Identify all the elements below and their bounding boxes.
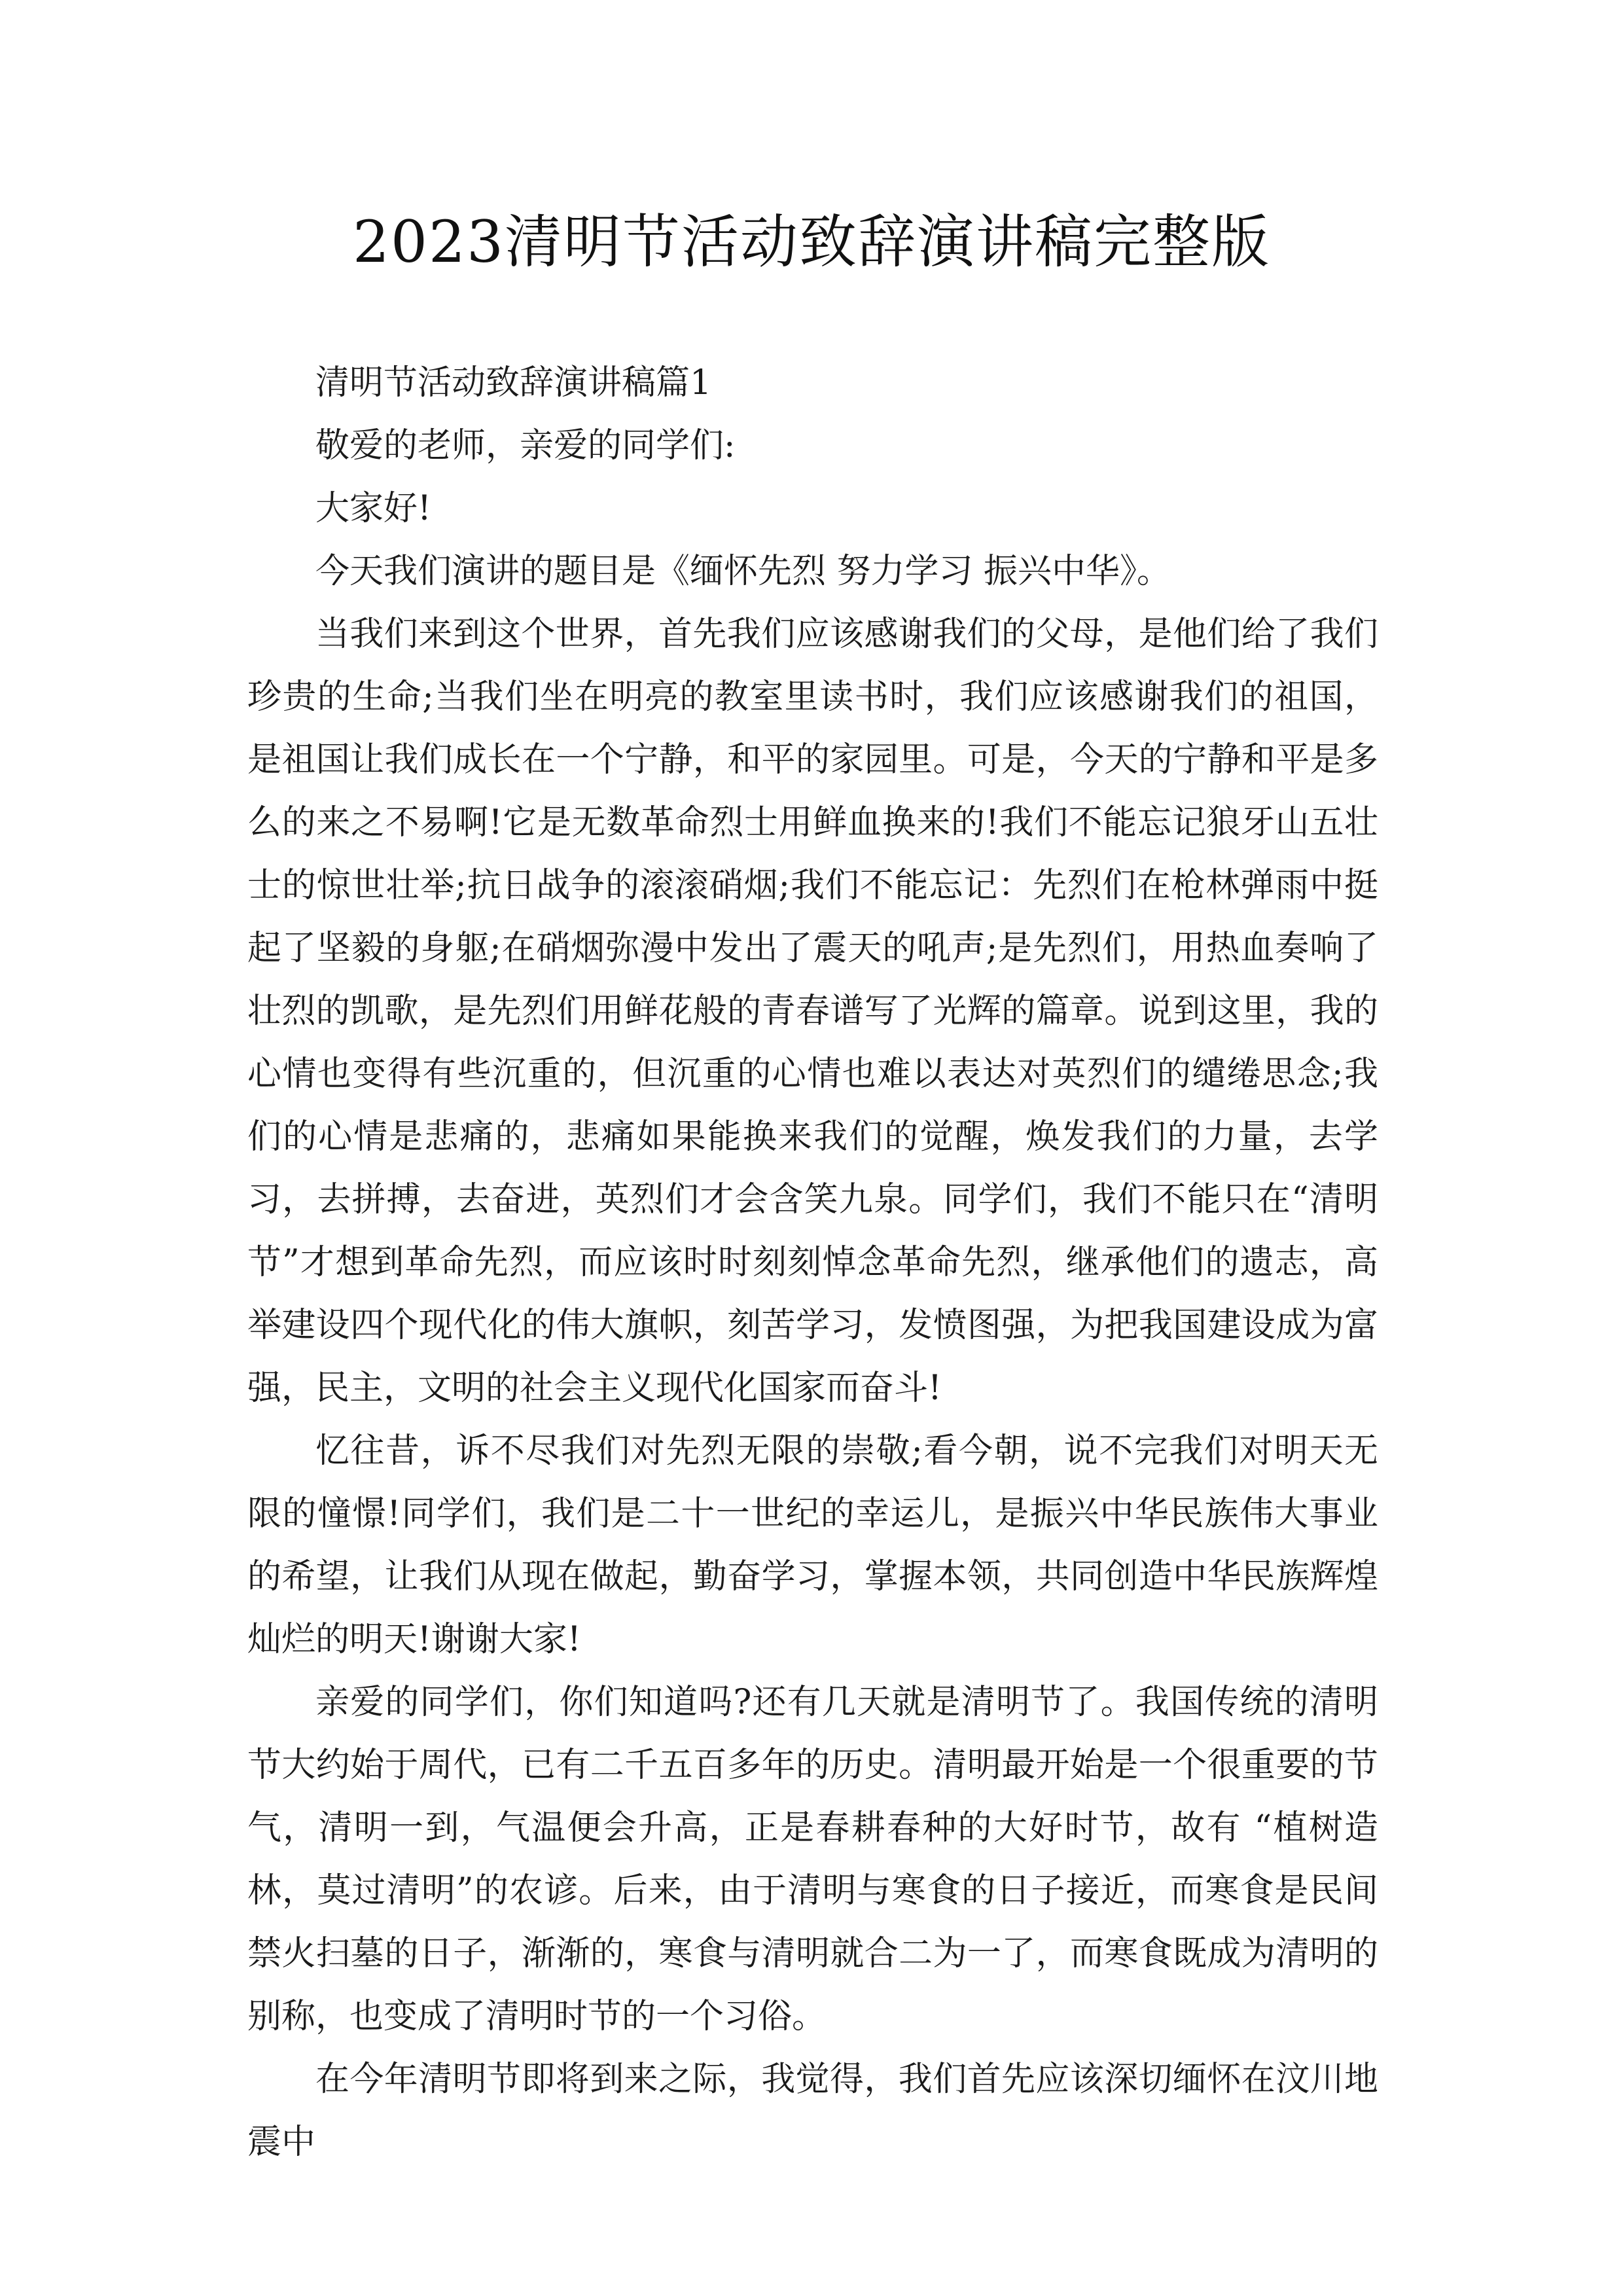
salutation: 敬爱的老师，亲爱的同学们: [315, 426, 736, 465]
section-heading: 清明节活动致辞演讲稿篇1 [315, 363, 712, 403]
document-body [247, 351, 1378, 2174]
body-paragraph: 当我们来到这个世界，首先我们应该感谢我们的父母，是他们给了我们珍贵的生命;当我们坐在明亮的教室里读书时，我们应该感谢我们的祖国，是祖国让我们成长在一个宁静，和平的家园里。可是，今天的宁静和平是多么的来之不易啊!它是无数革命烈士用鲜血换来的!我们不能忘记狼牙山五壮士的惊世壮举;抗日战争的滚滚硝烟;我们不能忘记：先烈们在枪林弹雨中挺起了坚毅的身躯;在硝烟弥漫中发出了震天的吼声;是先烈们，用热血奏响了壮烈的凯歌，是先烈们用鲜花般的青春谱写了光辉的篇章。说到这里，我的心情也变得有些沉重的，但沉重的心情也难以表达对英烈们的缱绻思念;我们的心情是悲痛的，悲痛如果能换来我们的觉醒，焕发我们的力量，去学习，去拼搏，去奋进，英烈们才会含笑九泉。同学们，我们不能只在“清明节”才想到革命先烈，而应该时时刻刻悼念革命先烈，继承他们的遗志，高举建设四个现代化的伟大旗帜，刻苦学习，发愤图强，为把我国建设成为富强，民主，文明的社会主义现代化国家而奋斗! [247, 615, 1378, 1408]
speech-topic: 今天我们演讲的题目是《缅怀先烈 努力学习 振兴中华》。 [315, 552, 1171, 591]
body-paragraph: 在今年清明节即将到来之际，我觉得，我们首先应该深切缅怀在汶川地震中 [247, 2060, 1378, 2162]
body-paragraph: 亲爱的同学们，你们知道吗?还有几天就是清明节了。我国传统的清明节大约始于周代，已有二千五百多年的历史。清明最开始是一个很重要的节气，清明一到，气温便会升高，正是春耕春种的大好时节，故有 “植树造林，莫过清明”的农谚。后来，由于清明与寒食的日子接近，而寒食是民间禁火扫墓的日子，渐渐的，寒食与清明就合二为一了，而寒食既成为清明的别称，也变成了清明时节的一个习俗。 [247, 1683, 1378, 2036]
greeting: 大家好! [315, 489, 431, 528]
document-title: 2023清明节活动致辞演讲稿完整版 [353, 208, 1270, 276]
body-paragraph: 忆往昔，诉不尽我们对先烈无限的崇敬;看今朝，说不完我们对明天无限的憧憬!同学们，我们是二十一世纪的幸运儿，是振兴中华民族伟大事业的希望，让我们从现在做起，勤奋学习，掌握本领，共同创造中华民族辉煌灿烂的明天!谢谢大家! [247, 1431, 1378, 1659]
